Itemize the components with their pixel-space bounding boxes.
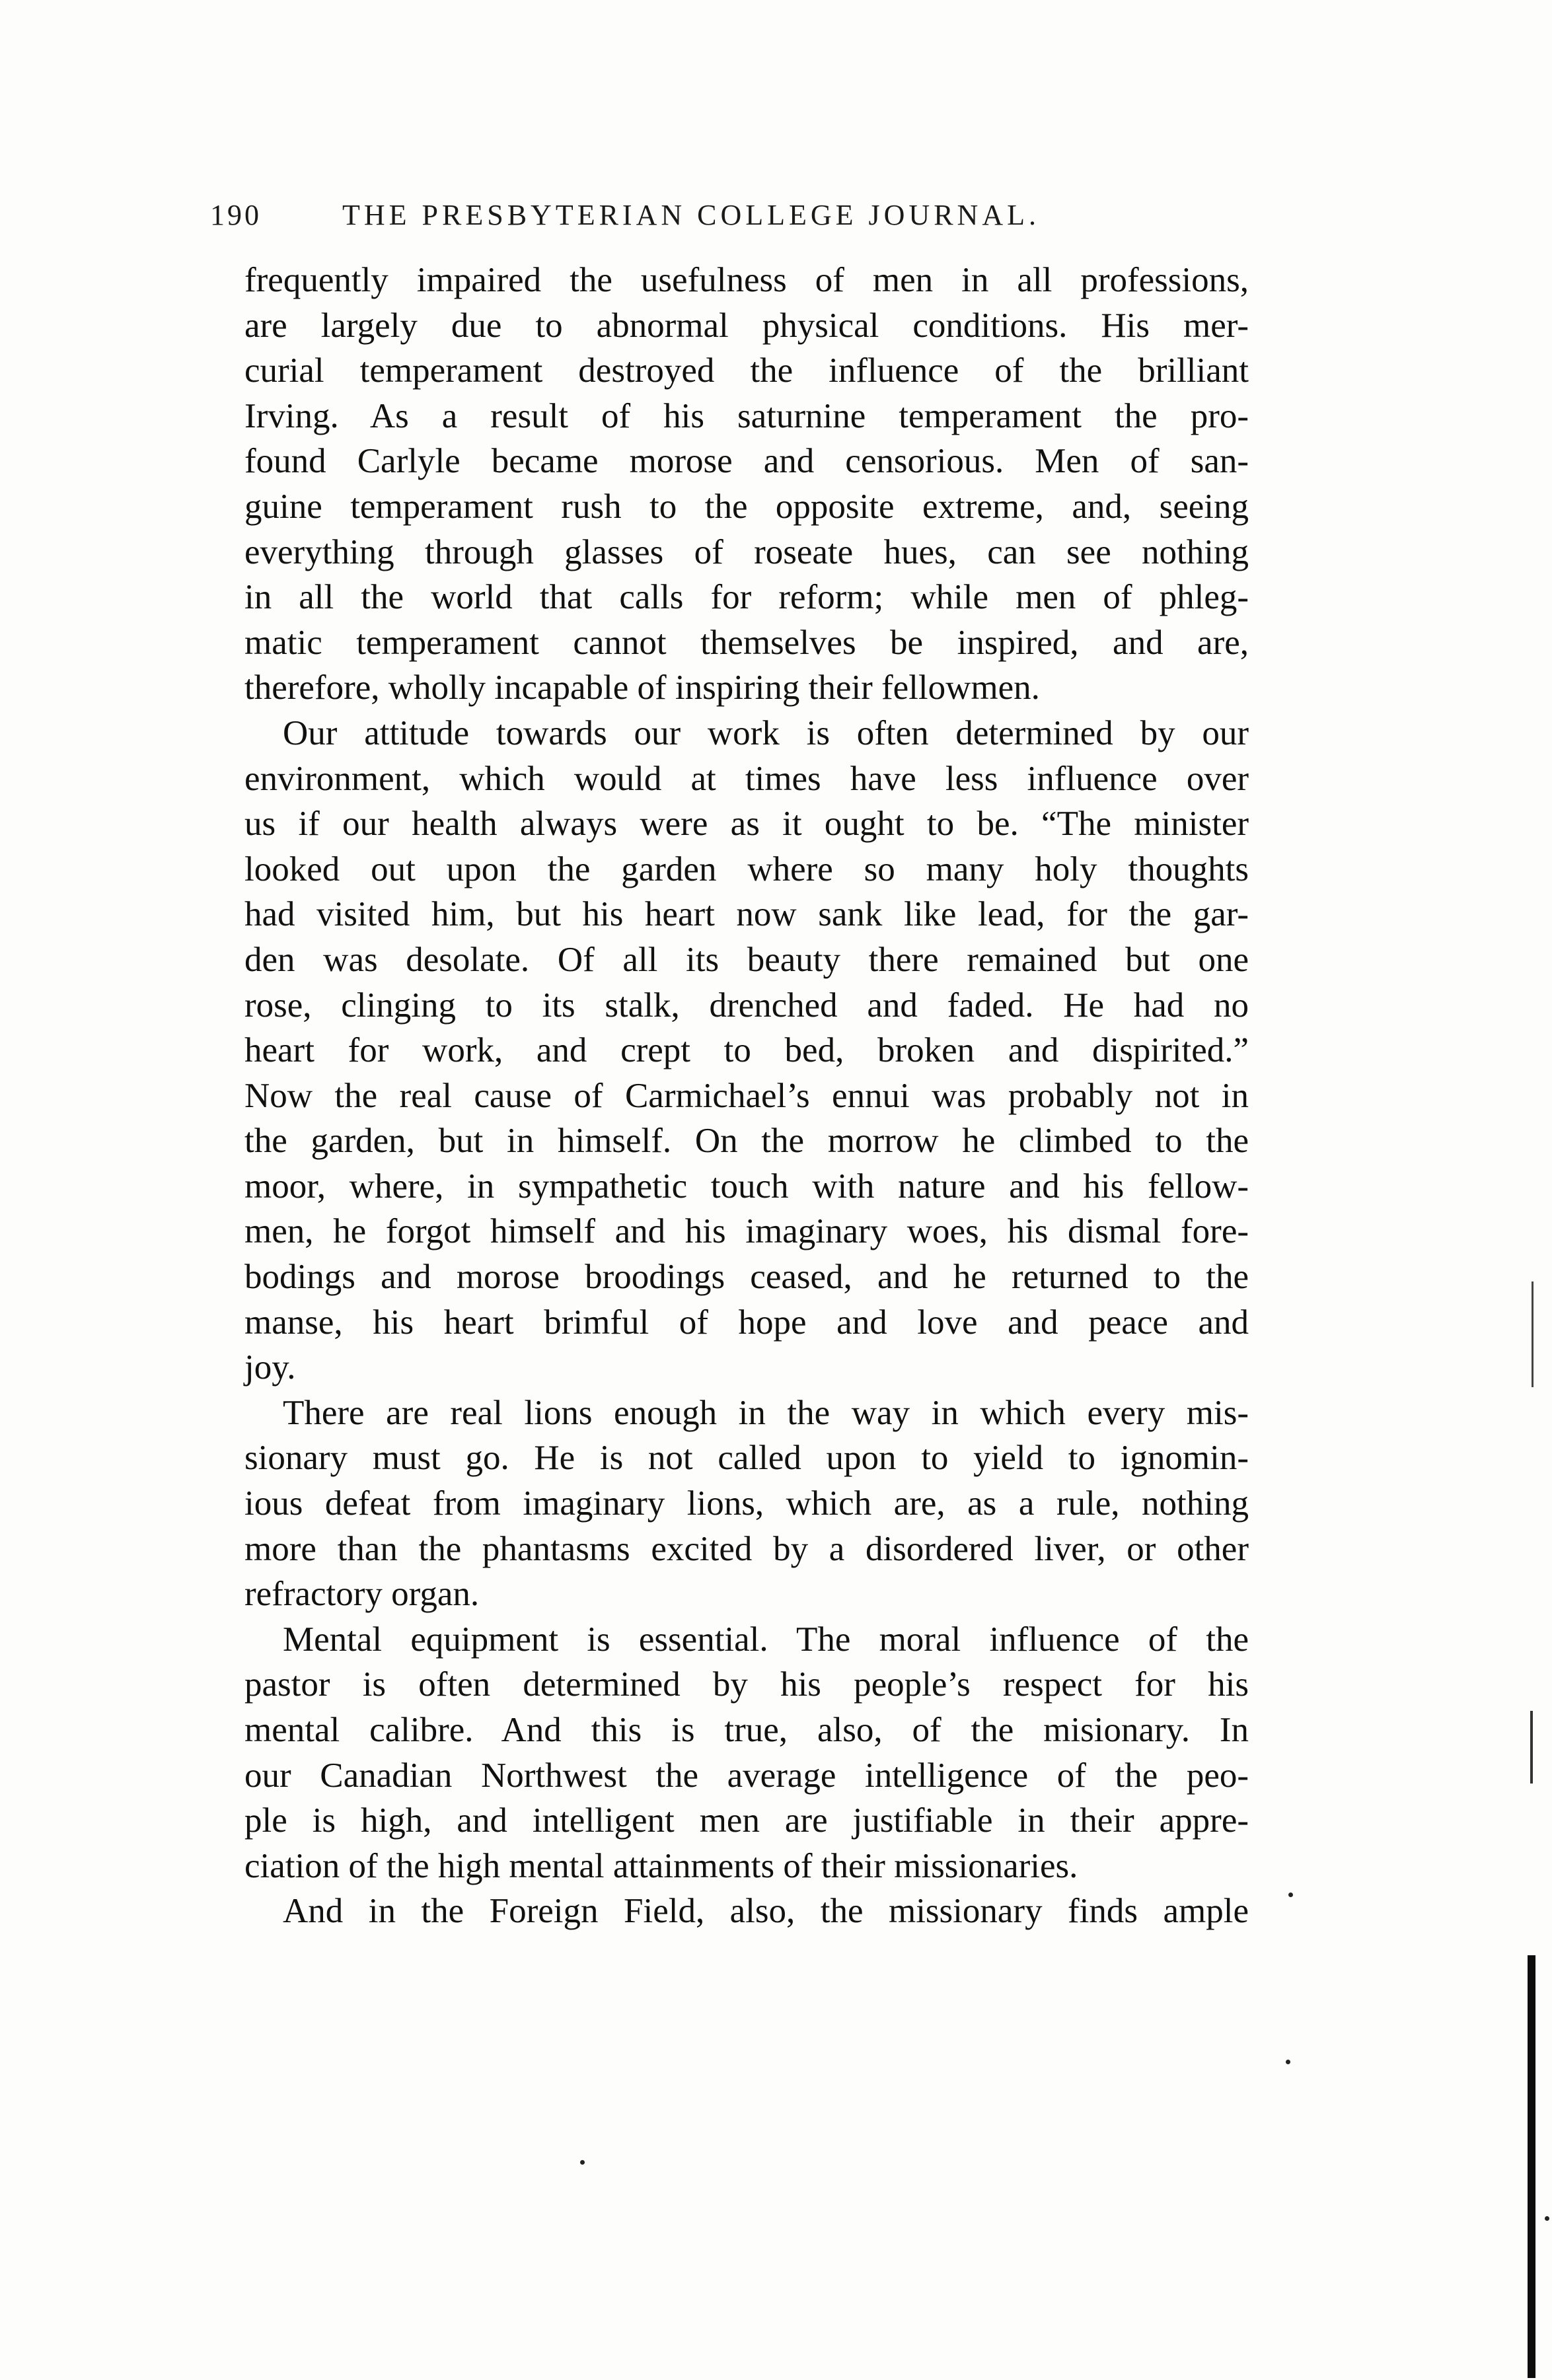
text-line: guine temperament rush to the opposite extreme, and, seeing: [244, 487, 1249, 526]
scan-speck: [1288, 1893, 1293, 1897]
scan-speck: [1545, 2216, 1549, 2221]
text-line: the garden, but in himself. On the morrow he climbed to the: [244, 1122, 1249, 1161]
paragraph-start-line: And in the Foreign Field, also, the missionary finds ample: [283, 1892, 1249, 1931]
text-line: matic temperament cannot themselves be inspired, and are,: [244, 623, 1249, 662]
paragraph-start-line: Our attitude towards our work is often determined by our: [283, 713, 1249, 752]
text-line: refractory organ.: [244, 1575, 480, 1614]
scan-speck: [1286, 2060, 1290, 2064]
text-line: joy.: [244, 1348, 296, 1387]
text-line: us if our health always were as it ought to be. “The minister: [244, 805, 1249, 844]
text-line: manse, his heart brimful of hope and love and peace and: [244, 1303, 1249, 1342]
text-line: therefore, wholly incapable of inspiring their fellowmen.: [244, 668, 1040, 707]
journal-title: THE PRESBYTERIAN COLLEGE JOURNAL.: [342, 199, 1040, 231]
text-line: more than the phantasms excited by a disordered liver, or other: [244, 1529, 1249, 1568]
text-line: mental calibre. And this is true, also, of the misionary. In: [244, 1711, 1249, 1749]
text-line: ciation of the high mental attainments of their missionaries.: [244, 1846, 1078, 1885]
text-line: moor, where, in sympathetic touch with nature and his fellow-: [244, 1167, 1249, 1206]
text-line: ious defeat from imaginary lions, which are, as a rule, nothing: [244, 1484, 1249, 1523]
scan-edge-mark: [1530, 1711, 1533, 1784]
text-line: found Carlyle became morose and censorious. Men of san-: [244, 442, 1249, 481]
running-header: [210, 198, 1201, 238]
text-line: den was desolate. Of all its beauty there remained but one: [244, 940, 1249, 979]
text-line: environment, which would at times have less influence over: [244, 759, 1249, 798]
text-line: in all the world that calls for reform; while men of phleg-: [244, 578, 1249, 617]
text-line: are largely due to abnormal physical conditions. His mer-: [244, 306, 1249, 345]
paragraph-start-line: Mental equipment is essential. The moral influence of the: [283, 1620, 1249, 1659]
scan-margin-bar: [1528, 1955, 1535, 2378]
text-line: Irving. As a result of his saturnine temperament the pro-: [244, 396, 1249, 435]
text-line: heart for work, and crept to bed, broken and dispirited.”: [244, 1031, 1249, 1070]
text-line: frequently impaired the usefulness of men in all professions,: [244, 261, 1249, 299]
paragraph-start-line: There are real lions enough in the way in which every mis-: [283, 1393, 1249, 1432]
text-line: our Canadian Northwest the average intelligence of the peo-: [244, 1756, 1249, 1795]
text-line: rose, clinging to its stalk, drenched and faded. He had no: [244, 986, 1249, 1025]
text-line: ple is high, and intelligent men are justifiable in their appre-: [244, 1801, 1249, 1840]
text-line: curial temperament destroyed the influence of the brilliant: [244, 351, 1249, 390]
scan-speck: [580, 2160, 585, 2165]
text-line: everything through glasses of roseate hues, can see nothing: [244, 532, 1249, 571]
body-text: [244, 258, 1249, 1934]
scan-edge-mark: [1532, 1281, 1534, 1387]
page-number: 190: [210, 199, 262, 231]
text-line: sionary must go. He is not called upon to yield to ignomin-: [244, 1439, 1249, 1478]
text-line: looked out upon the garden where so many holy thoughts: [244, 849, 1249, 888]
text-line: pastor is often determined by his people’s respect for his: [244, 1665, 1249, 1704]
text-line: had visited him, but his heart now sank like lead, for the gar-: [244, 895, 1249, 934]
text-line: men, he forgot himself and his imaginary woes, his dismal fore-: [244, 1212, 1249, 1251]
text-line: bodings and morose broodings ceased, and he returned to the: [244, 1258, 1249, 1297]
text-line: Now the real cause of Carmichael’s ennui was probably not in: [244, 1076, 1249, 1115]
